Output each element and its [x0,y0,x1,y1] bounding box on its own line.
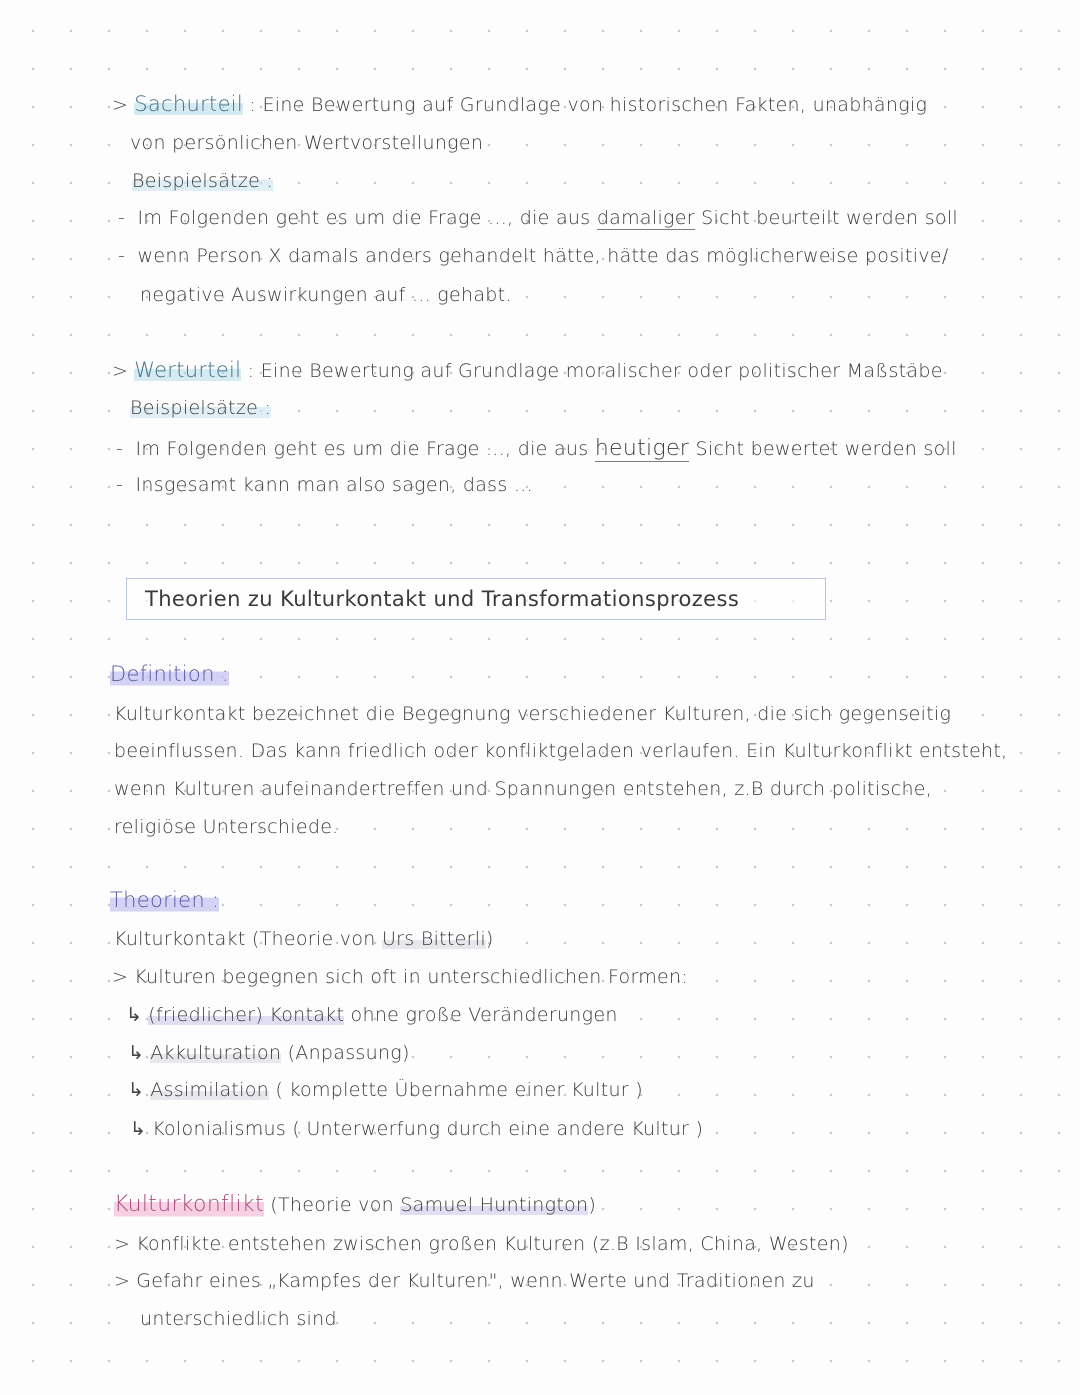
examples-label: Beispielsätze : [130,397,272,419]
theorien-heading: Theorien : [110,888,220,912]
form-detail: ( komplette Übernahme einer Kultur ) [275,1079,643,1101]
kulturkonflikt-point-2-line2: unterschiedlich sind [140,1308,337,1330]
example-text: Im Folgenden geht es um die Frage ..., die aus [137,207,591,229]
sachurteil-example-2 [118,245,949,267]
kulturkonflikt-point-1 [114,1233,849,1255]
kulturkontakt-form-4 [130,1118,703,1140]
werturteil-line [112,358,943,382]
sachurteil-definition: Eine Bewertung auf Grundlage von historischen Fakten, unabhängig [262,94,928,116]
sachurteil-term: Sachurteil [134,92,244,116]
section-title: Theorien zu Kulturkontakt und Transformationsprozess [145,587,740,611]
definition-line-4: religiöse Unterschiede. [114,816,339,838]
form-detail: ( Unterwerfung durch eine andere Kultur ) [292,1118,704,1140]
example-text: Sicht beurteilt werden soll [701,207,958,229]
sub-arrow-icon: ↳ [128,1079,145,1101]
werturteil-colon: : [247,360,255,382]
kulturkonflikt-title-text: (Theorie von [270,1194,394,1216]
dash-marker: - [118,207,126,229]
example-text: wenn Person X damals anders gehandelt hätte, hätte das möglicherweise positive/ [137,245,949,267]
example-text: Im Folgenden geht es um die Frage ..., die aus [135,438,589,460]
sachurteil-example-2-line2: negative Auswirkungen auf ... gehabt. [140,284,512,306]
sub-arrow-icon: ↳ [126,1004,143,1026]
werturteil-example-2 [116,474,533,496]
sachurteil-colon: : [249,94,257,116]
kulturkontakt-form-2 [128,1042,410,1064]
kulturkonflikt-author: Samuel Huntington [400,1194,589,1216]
werturteil-definition: Eine Bewertung auf Grundlage moralischer oder politischer Maßstäbe [260,360,943,382]
arrow-marker: > [114,1270,131,1292]
kulturkontakt-author: Urs Bitterli [381,928,486,950]
dash-marker: - [116,438,124,460]
werturteil-term: Werturteil [134,358,242,382]
theorien-heading-line [110,888,219,912]
kulturkonflikt-title [114,1192,596,1217]
arrow-marker: > [112,360,129,382]
kulturkonflikt-point-2 [114,1270,815,1292]
form-detail: (Anpassung) [287,1042,410,1064]
example-emphasis: heutiger [594,436,690,461]
kulturkontakt-form-1 [126,1004,618,1026]
kulturkontakt-form-3 [128,1079,643,1101]
dash-marker: - [116,474,124,496]
arrow-marker: > [114,1233,131,1255]
definition-line-1: Kulturkontakt bezeichnet die Begegnung verschiedener Kulturen, die sich gegenseitig [114,703,952,725]
kulturkonflikt-point-text: Konflikte entstehen zwischen großen Kulturen (z.B Islam, China, Westen) [136,1233,849,1255]
form-term: Assimilation [150,1079,270,1101]
sub-arrow-icon: ↳ [130,1118,147,1140]
kulturkontakt-title-close: ) [485,928,494,950]
sachurteil-line [112,92,927,116]
definition-line-2: beeinflussen. Das kann friedlich oder konfliktgeladen verlaufen. Ein Kulturkonflikt entsteht, [114,740,1008,762]
sachurteil-examples-label [132,170,273,192]
dash-marker: - [118,245,126,267]
sub-arrow-icon: ↳ [128,1042,145,1064]
werturteil-example-1 [116,436,957,461]
sachurteil-definition-line2: von persönlichen Wertvorstellungen [130,132,484,154]
sachurteil-example-1 [118,207,958,229]
arrow-marker: > [112,94,129,116]
example-text: Sicht bewertet werden soll [695,438,957,460]
form-detail: ohne große Veränderungen [350,1004,618,1026]
example-emphasis: damaliger [596,207,695,229]
kulturkonflikt-title-close: ) [588,1194,597,1216]
definition-line-3: wenn Kulturen aufeinandertreffen und Spannungen entstehen, z.B durch politische, [114,778,933,800]
form-term: (friedlicher) Kontakt [148,1004,345,1026]
section-title-box [126,578,826,620]
kulturkontakt-point [112,966,688,988]
example-text: Insgesamt kann man also sagen, dass ... [135,474,533,496]
kulturkonflikt-point-text: Gefahr eines „Kampfes der Kulturen", wenn Werte und Traditionen zu [136,1270,815,1292]
kulturkontakt-point-text: Kulturen begegnen sich oft in unterschiedlichen Formen: [134,966,689,988]
definition-heading: Definition : [110,662,230,686]
form-term: Akkulturation [150,1042,282,1064]
form-term: Kolonialismus [152,1118,287,1140]
kulturkontakt-title-text: Kulturkontakt (Theorie von [114,928,376,950]
examples-label: Beispielsätze : [132,170,274,192]
kulturkonflikt-term: Kulturkonflikt [114,1192,264,1217]
werturteil-examples-label [130,397,271,419]
definition-heading-line [110,662,229,686]
kulturkontakt-title [114,928,494,950]
arrow-marker: > [112,966,129,988]
